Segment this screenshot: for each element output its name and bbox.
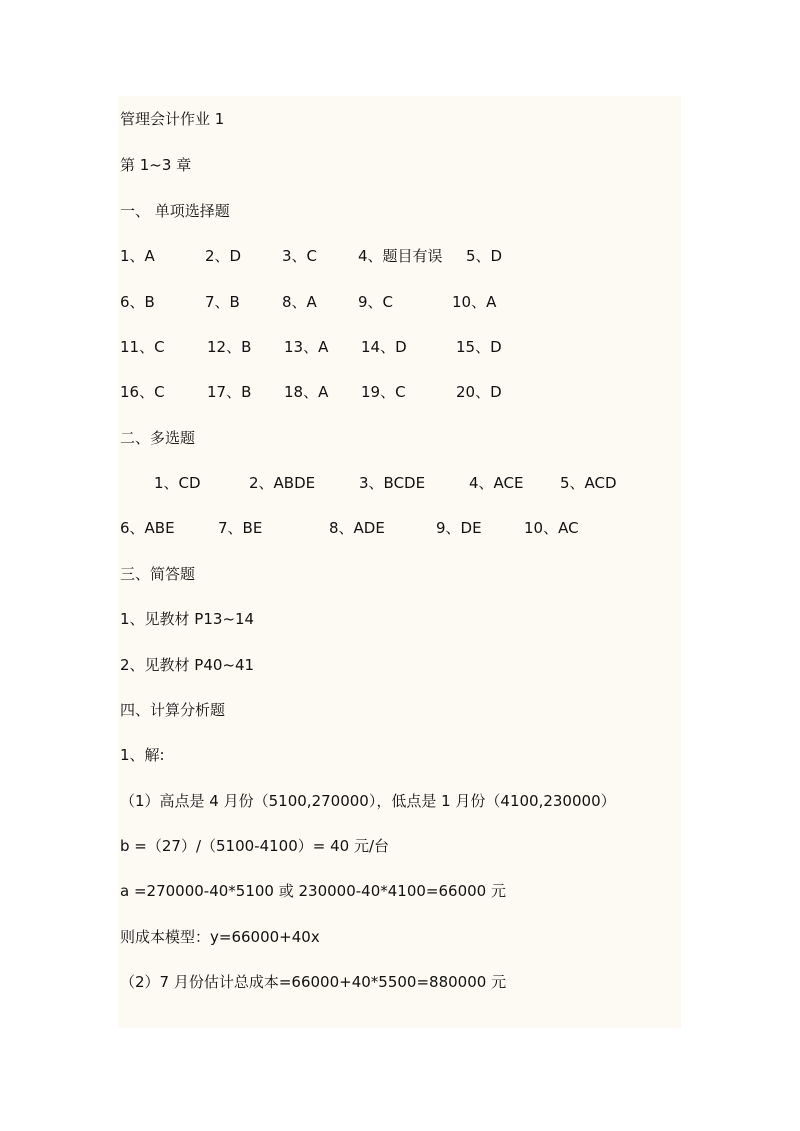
answer-item: 9、DE bbox=[436, 519, 482, 537]
answer-item: 11、C bbox=[120, 338, 165, 356]
section1-heading: 一、 单项选择题 bbox=[120, 202, 230, 220]
answer-item: 1、A bbox=[120, 247, 155, 265]
chapter-label: 第 1~3 章 bbox=[120, 156, 192, 174]
answer-item: 7、BE bbox=[218, 519, 263, 537]
answer-item: 10、A bbox=[452, 293, 497, 311]
answer-item: 8、ADE bbox=[329, 519, 385, 537]
answer-item: 8、A bbox=[282, 293, 317, 311]
answer-item: 10、AC bbox=[524, 519, 579, 537]
answer-item: 9、C bbox=[358, 293, 394, 311]
solution-line: 则成本模型：y=66000+40x bbox=[120, 928, 320, 946]
answer-item: 3、C bbox=[282, 247, 318, 265]
solution-line: a =270000-40*5100 或 230000-40*4100=66000 元 bbox=[120, 882, 506, 900]
answer-item: 6、ABE bbox=[120, 519, 175, 537]
answer-item: 17、B bbox=[207, 383, 252, 401]
answer-item: 2、D bbox=[205, 247, 242, 265]
solution-line: 1、解: bbox=[120, 746, 165, 764]
answer-item: 16、C bbox=[120, 383, 165, 401]
answer-item: 5、D bbox=[466, 247, 503, 265]
answer-item: 14、D bbox=[361, 338, 407, 356]
section4-heading: 四、计算分析题 bbox=[120, 701, 226, 719]
document-title: 管理会计作业 1 bbox=[120, 110, 225, 128]
section2-heading: 二、多选题 bbox=[120, 429, 196, 447]
answer-item: 4、题目有误 bbox=[358, 247, 443, 265]
section3-heading: 三、简答题 bbox=[120, 565, 196, 583]
answer-item: 4、ACE bbox=[469, 474, 524, 492]
answer-item: 6、B bbox=[120, 293, 155, 311]
answer-item: 5、ACD bbox=[560, 474, 617, 492]
short-answer-item: 2、见教材 P40~41 bbox=[120, 656, 255, 674]
answer-item: 18、A bbox=[284, 383, 329, 401]
answer-item: 3、BCDE bbox=[359, 474, 426, 492]
answer-item: 15、D bbox=[456, 338, 502, 356]
short-answer-item: 1、见教材 P13~14 bbox=[120, 610, 255, 628]
answer-item: 19、C bbox=[361, 383, 406, 401]
answer-item: 12、B bbox=[207, 338, 252, 356]
answer-item: 2、ABDE bbox=[249, 474, 316, 492]
solution-line: b =（27）/（5100-4100）= 40 元/台 bbox=[120, 837, 390, 855]
answer-item: 13、A bbox=[284, 338, 329, 356]
answer-item: 1、CD bbox=[154, 474, 201, 492]
answer-item: 20、D bbox=[456, 383, 502, 401]
answer-item: 7、B bbox=[205, 293, 240, 311]
solution-line: （1）高点是 4 月份（5100,270000），低点是 1 月份（4100,230000） bbox=[120, 792, 616, 810]
solution-line: （2）7 月份估计总成本=66000+40*5500=880000 元 bbox=[120, 973, 507, 991]
